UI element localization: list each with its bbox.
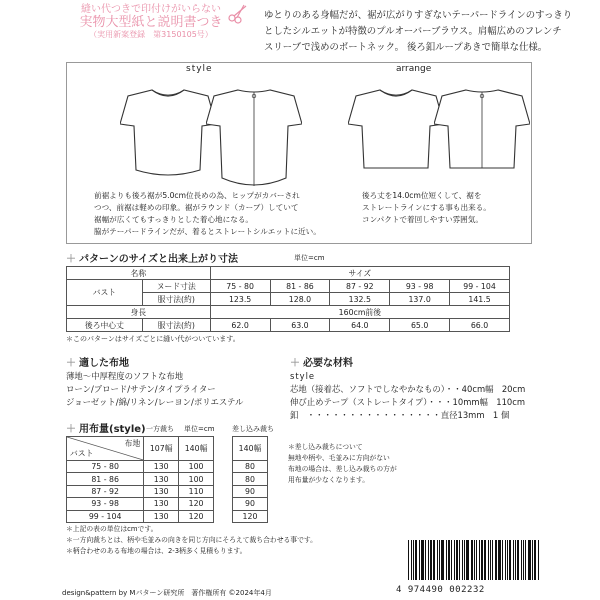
- col-fabric: 布地: [124, 439, 141, 448]
- barcode-number: 4 974490 002232: [396, 585, 485, 595]
- pattern-feature-tag: [56, 4, 246, 40]
- col-bust: バスト: [70, 449, 94, 458]
- yardage-notes: [66, 524, 317, 557]
- barcode-bar: [419, 540, 420, 580]
- size-note: ＊このパターンはサイズごとに縫い代がついています。: [66, 335, 240, 343]
- barcode-bar: [517, 540, 519, 580]
- fabric-line: ローン/ブロード/サテン/タイプライター: [66, 384, 216, 394]
- arrange-description: [362, 190, 526, 226]
- barcode-bar: [502, 540, 503, 580]
- material-line: 芯地（接着芯、ソフトでしなやかなもの）・・40cm幅 20cm: [290, 384, 526, 394]
- material-line: 釦 ・・・・・・・・・・・・・・・・直径13mm 1 個: [290, 410, 510, 420]
- materials-title-text: 必要な材料: [303, 358, 353, 369]
- note-line: ＊一方向裁ちとは、柄や毛並みの向きを同じ方向にそろえて裁ち合わせる事です。: [66, 536, 317, 544]
- table-row: 99 - 104: [67, 510, 144, 522]
- arrange-front-drawing: [348, 86, 444, 176]
- barcode-bar: [446, 540, 447, 580]
- arrange-desc-line: コンパクトで着回しやすい雰囲気。: [362, 215, 483, 224]
- value-cell: 90: [233, 498, 268, 510]
- style-back-drawing: [206, 86, 302, 194]
- col-140: 140幅: [233, 437, 268, 461]
- barcode-bar: [532, 540, 533, 580]
- table-row: 75 - 80: [67, 461, 144, 473]
- barcode-bar: [507, 540, 508, 580]
- style-description: [94, 190, 354, 238]
- table-row: 81 - 86: [67, 473, 144, 485]
- value-cell: 120: [233, 510, 268, 522]
- value-cell: 64.0: [330, 319, 390, 332]
- size-title-text: パターンのサイズと出来上がり寸法: [79, 254, 238, 265]
- footer-credit: design&pattern by Mパターン研究所 著作権所有 ©2024年4月: [62, 589, 272, 597]
- plus-icon: ＋: [66, 424, 76, 435]
- material-line: 伸び止めテープ（ストレートタイプ）・・・10mm幅 110cm: [290, 397, 526, 407]
- note-line: 無地や柄や、毛並みに方向がない: [288, 454, 390, 462]
- fabric-list: [66, 370, 243, 409]
- barcode-bar: [439, 540, 440, 580]
- diagonal-header-cell: [67, 437, 144, 461]
- barcode-bar: [498, 540, 501, 580]
- barcode-bar: [484, 540, 486, 580]
- materials-list: [290, 370, 525, 422]
- barcode-bar: [525, 540, 526, 580]
- value-cell: 66.0: [450, 319, 510, 332]
- value-cell: 130: [144, 485, 179, 497]
- note-line: 布地の場合は、差し込み裁ちの方が: [288, 465, 397, 473]
- barcode-bar: [415, 540, 417, 580]
- style-desc-line: つつ、前裾は軽めの印象。裾がラウンド（カーブ）していて: [94, 203, 299, 212]
- table-row: 87 - 92: [67, 485, 144, 497]
- fabric-line: 薄地～中厚程度のソフトな布地: [66, 371, 184, 381]
- value-cell: 130: [144, 473, 179, 485]
- barcode-bar: [490, 540, 491, 580]
- fabric-line: ジョーゼット/綿/リネン/レーヨン/ポリエステル: [66, 397, 244, 407]
- value-cell: 80: [233, 473, 268, 485]
- barcode-bar: [451, 540, 452, 580]
- value-cell: 141.5: [450, 293, 510, 306]
- size-cell: 75 - 80: [210, 280, 270, 293]
- style-desc-line: 裾幅が広くてもすっきりとした着心地になる。: [94, 215, 254, 224]
- row-sublabel: ヌード寸法: [142, 280, 210, 293]
- barcode-bar: [441, 540, 444, 580]
- plus-icon: ＋: [66, 254, 76, 265]
- oneway-tag: 一方裁ち: [146, 425, 174, 433]
- barcode-bar: [528, 540, 531, 580]
- product-description: [264, 8, 592, 56]
- barcode-bar: [454, 540, 455, 580]
- value-cell: 130: [144, 498, 179, 510]
- barcode-bar: [495, 540, 497, 580]
- size-section-title: [66, 250, 238, 265]
- value-cell: 120: [179, 498, 214, 510]
- row-label: 後ろ中心丈: [67, 319, 143, 332]
- value-cell: 63.0: [270, 319, 330, 332]
- barcode-bar: [509, 540, 511, 580]
- note-line: ＊差し込み裁ちについて: [288, 443, 363, 451]
- value-cell: 132.5: [330, 293, 390, 306]
- note-line: 用布量が少なくなります。: [288, 476, 370, 484]
- tag-line-1: 縫い代つきで印付けがいらない: [81, 4, 221, 15]
- barcode-bar: [408, 540, 409, 580]
- barcode-bar: [534, 540, 536, 580]
- barcode-bar: [462, 540, 463, 580]
- barcode-bar: [479, 540, 480, 580]
- col-140: 140幅: [179, 437, 214, 461]
- barcode-bar: [464, 540, 465, 580]
- barcode-bar: [474, 540, 475, 580]
- note-line: ＊上記の表の単位はcmです。: [66, 525, 158, 533]
- tag-line-3: （実用新案登録 第3150105号）: [89, 30, 213, 40]
- barcode-bar: [433, 540, 435, 580]
- size-cell: 81 - 86: [270, 280, 330, 293]
- barcode-bar: [523, 540, 524, 580]
- value-cell: 130: [144, 461, 179, 473]
- row-label: 身長: [67, 306, 211, 319]
- value-cell: 123.5: [210, 293, 270, 306]
- barcode-bar: [538, 540, 539, 580]
- barcode: [408, 540, 540, 586]
- yardage-section-title: [66, 420, 146, 435]
- value-cell: 110: [179, 485, 214, 497]
- size-unit: 単位=cm: [294, 254, 325, 262]
- table-row: 93 - 98: [67, 498, 144, 510]
- style-desc-line: 脇がテーパードラインだが、着るとストレートシルエットに近い。: [94, 227, 321, 236]
- barcode-bar: [413, 540, 414, 580]
- row-sublabel: 服寸法(約): [142, 293, 210, 306]
- plus-icon: ＋: [290, 358, 300, 369]
- barcode-bar: [466, 540, 469, 580]
- barcode-bar: [428, 540, 429, 580]
- intro-line: としたシルエットが特徴のプルオーバーブラウス。肩幅広めのフレンチ: [264, 26, 562, 37]
- barcode-bar: [430, 540, 432, 580]
- plus-icon: ＋: [66, 358, 76, 369]
- col-107: 107幅: [144, 437, 179, 461]
- value-cell: 100: [179, 473, 214, 485]
- row-sublabel: 服寸法(約): [142, 319, 210, 332]
- arrange-label: arrange: [396, 64, 432, 74]
- value-cell: 65.0: [390, 319, 450, 332]
- scissors-icon: [226, 2, 250, 26]
- value-cell: 90: [233, 485, 268, 497]
- value-cell: 62.0: [210, 319, 270, 332]
- barcode-bar: [505, 540, 506, 580]
- sashikomi-note: [288, 442, 397, 486]
- size-cell: 93 - 98: [390, 280, 450, 293]
- table-header: サイズ: [210, 267, 509, 280]
- style-desc-line: 前裾よりも後ろ裾が5.0cm位長めの為、ヒップがカバーされ: [94, 191, 300, 200]
- barcode-bar: [456, 540, 458, 580]
- style-front-drawing: [120, 86, 216, 188]
- style-label: style: [186, 64, 213, 74]
- barcode-bar: [476, 540, 477, 580]
- materials-subtitle: style: [290, 371, 316, 381]
- tag-line-2: 実物大型紙と説明書つき: [79, 14, 223, 30]
- value-cell: 128.0: [270, 293, 330, 306]
- barcode-bar: [481, 540, 483, 580]
- size-cell: 87 - 92: [330, 280, 390, 293]
- value-cell: 137.0: [390, 293, 450, 306]
- barcode-bar: [513, 540, 514, 580]
- row-label: バスト: [67, 280, 143, 306]
- arrange-desc-line: ストレートラインにする事も出来る。: [362, 203, 491, 212]
- fabric-section-title: [66, 354, 129, 369]
- barcode-bar: [448, 540, 450, 580]
- barcode-bar: [521, 540, 522, 580]
- barcode-bar: [421, 540, 424, 580]
- barcode-bar: [492, 540, 493, 580]
- intro-line: スリーブで浅めのボートネック。 後ろ釦ループあきで簡単な仕様。: [264, 42, 548, 53]
- arrange-desc-line: 後ろ丈を14.0cm位短くして、裾を: [362, 191, 482, 200]
- value-cell: 120: [179, 510, 214, 522]
- sashikomi-tag: 差し込み裁ち: [232, 425, 274, 433]
- arrange-back-drawing: [434, 86, 530, 176]
- value-cell: 130: [144, 510, 179, 522]
- table-header: 名称: [67, 267, 211, 280]
- yardage-title-text: 用布量(style): [79, 424, 146, 435]
- value-cell: 100: [179, 461, 214, 473]
- barcode-bar: [425, 540, 426, 580]
- size-cell: 99 - 104: [450, 280, 510, 293]
- note-line: ＊柄合わせのある布地の場合は、2-3柄多く見積もります。: [66, 547, 247, 555]
- barcode-bar: [437, 540, 438, 580]
- materials-section-title: [290, 354, 353, 369]
- value-cell: 160cm前後: [210, 306, 509, 319]
- intro-line: ゆとりのある身幅だが、裾が広がりすぎないテーパードラインのすっきり: [264, 10, 573, 21]
- sashikomi-table: [232, 436, 268, 523]
- barcode-bars: [408, 540, 540, 580]
- barcode-bar: [471, 540, 473, 580]
- value-cell: 80: [233, 461, 268, 473]
- barcode-bar: [515, 540, 516, 580]
- barcode-bar: [411, 540, 412, 580]
- fabric-title-text: 適した布地: [79, 358, 129, 369]
- yardage-table: [66, 436, 214, 523]
- yardage-unit: 単位=cm: [184, 425, 215, 433]
- size-table: [66, 266, 510, 332]
- barcode-bar: [459, 540, 460, 580]
- barcode-bar: [488, 540, 489, 580]
